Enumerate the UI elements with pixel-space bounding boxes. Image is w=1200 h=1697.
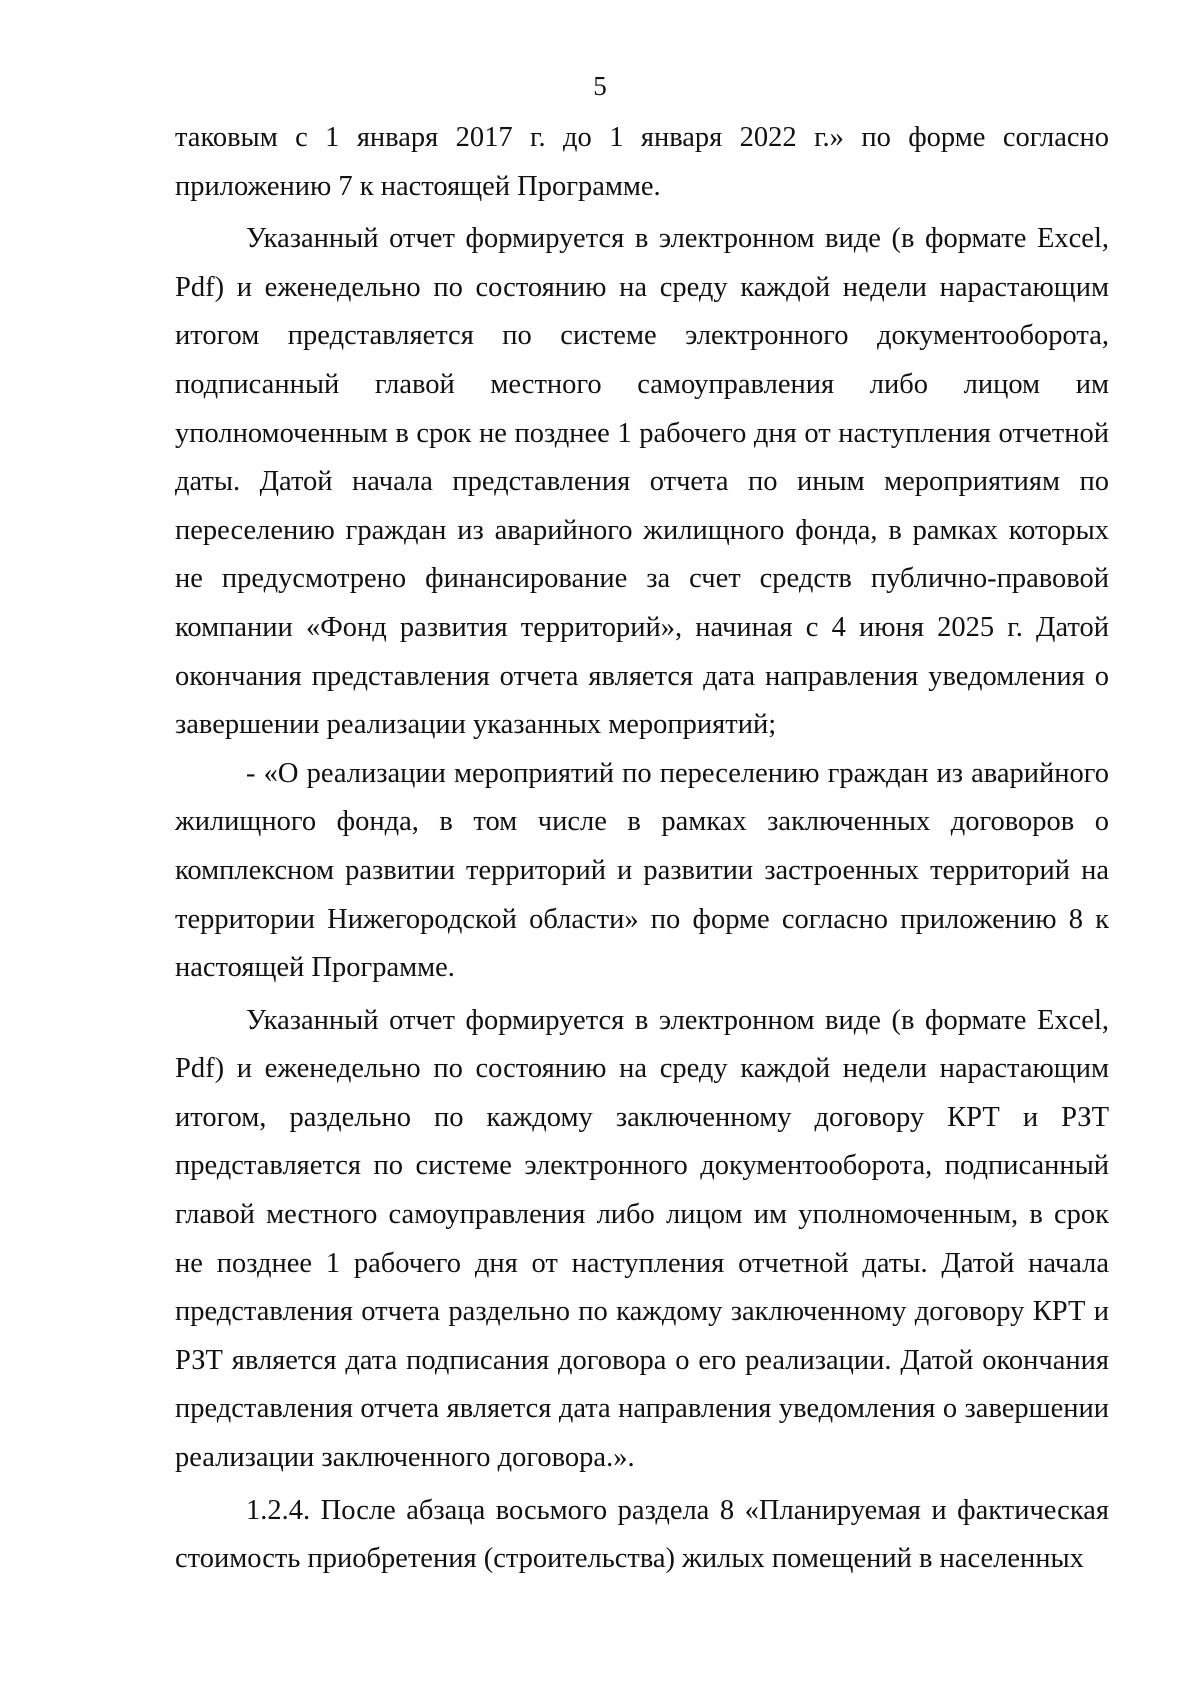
document-body — [175, 114, 1109, 1584]
paragraph-report-item-8: - «О реализации мероприятий по переселению граждан из аварийного жилищного фонда, в том числе в рамках заключенных договоров о комплексном развитии территорий и развитии застроенных территорий на территории Нижегородской области» по форме согласно приложению 8 к настоящей Программе. — [175, 757, 1109, 984]
paragraph-report-format-1: Указанный отчет формируется в электронном виде (в формате Excel, Pdf) и еженедельно по состоянию на среду каждой недели нарастающим итогом представляется по системе электронного документооборота, подписанный главой местного самоуправления либо лицом им уполномоченным в срок не позднее 1 рабочего дня от наступления отчетной даты. Датой начала представления отчета по иным мероприятиям по переселению граждан из аварийного жилищного фонда, в рамках которых не предусмотрено финансирование за счет средств публично-правовой компании «Фонд развития территорий», начиная с 4 июня 2025 г. Датой окончания представления отчета является дата направления уведомления о завершении реализации указанных мероприятий; — [175, 223, 1109, 741]
page-number: 5 — [593, 71, 607, 101]
paragraph-continuation: таковым с 1 января 2017 г. до 1 января 2022 г.» по форме согласно приложению 7 к настоящей Программе. — [175, 122, 1109, 202]
paragraph-report-format-2: Указанный отчет формируется в электронном виде (в формате Excel, Pdf) и еженедельно по состоянию на среду каждой недели нарастающим итогом, раздельно по каждому заключенному договору КРТ и РЗТ представляется по системе электронного документооборота, подписанный главой местного самоуправления либо лицом им уполномоченным, в срок не позднее 1 рабочего дня от наступления отчетной даты. Датой начала представления отчета раздельно по каждому заключенному договору КРТ и РЗТ является дата подписания договора о его реализации. Датой окончания представления отчета является дата направления уведомления о завершении реализации заключенного договора.». — [175, 1004, 1109, 1474]
paragraph-clause-1-2-4: 1.2.4. После абзаца восьмого раздела 8 «Планируемая и фактическая стоимость приобретения (строительства) жилых помещений в населенных — [175, 1494, 1109, 1575]
